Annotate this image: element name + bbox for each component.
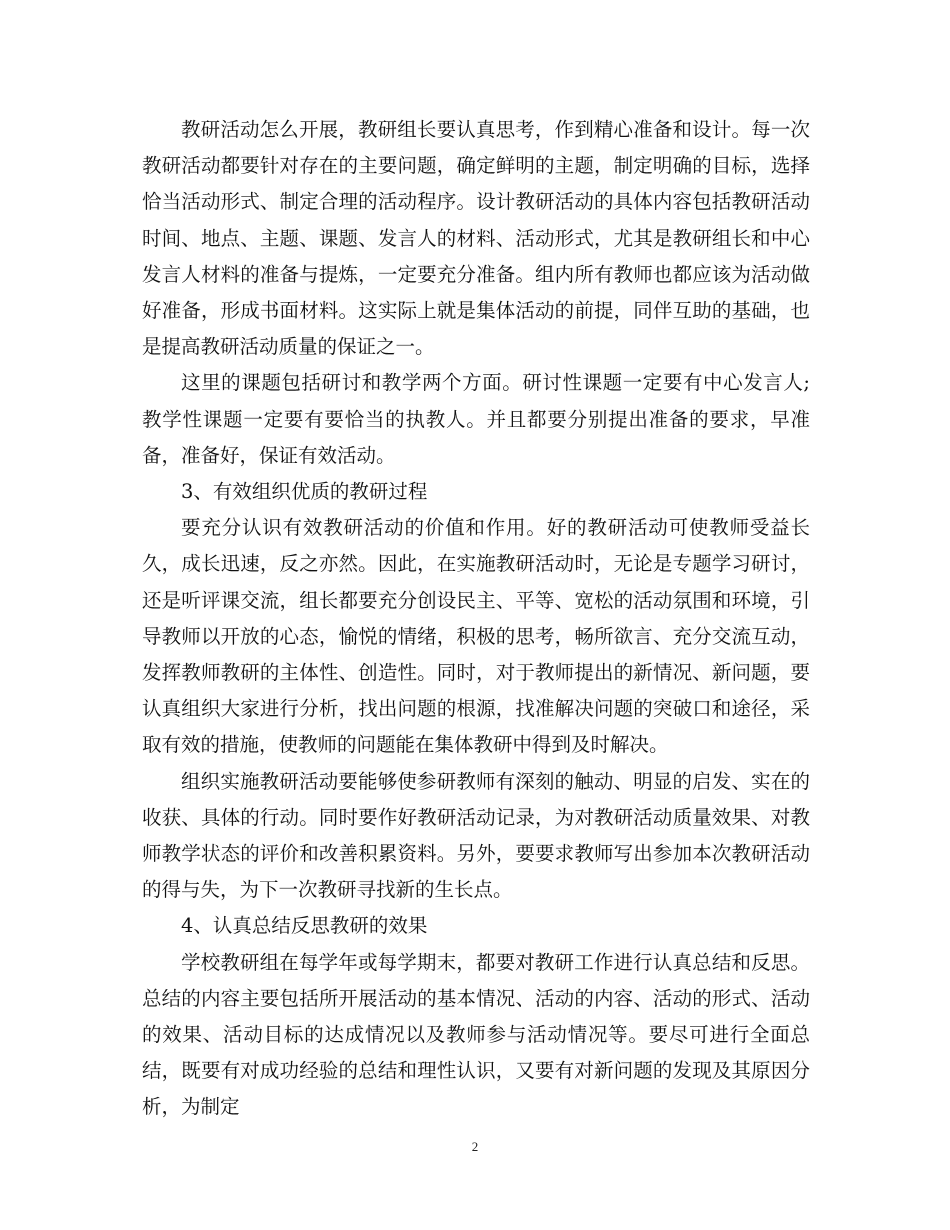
paragraph-4: 组织实施教研活动要能够使参研教师有深刻的触动、明显的启发、实在的收获、具体的行动。同时要作好教研活动记录，为对教研活动质量效果、对教师教学状态的评价和改善积累资料。另外，要要求教师写出参加本次教研活动的得与失，为下一次教研寻找新的生长点。: [142, 769, 810, 902]
paragraph-5: 学校教研组在每学年或每学期末，都要对教研工作进行认真总结和反思。总结的内容主要包括所开展活动的基本情况、活动的内容、活动的形式、活动的效果、活动目标的达成情况以及教师参与活动情况等。要尽可进行全面总结，既要有对成功经验的总结和理性认识，又要有对新问题的发现及其原因分析，为制定: [142, 950, 810, 1119]
document-body: [142, 112, 810, 1126]
section-heading-4: 4、认真总结反思教研的效果: [181, 914, 428, 938]
paragraph-2: 这里的课题包括研讨和教学两个方面。研讨性课题一定要有中心发言人;教学性课题一定要有要恰当的执教人。并且都要分别提出准备的要求，早准备，准备好，保证有效活动。: [142, 371, 810, 467]
page-number: 2: [471, 1139, 479, 1154]
paragraph-1: 教研活动怎么开展，教研组长要认真思考，作到精心准备和设计。每一次教研活动都要针对存在的主要问题，确定鲜明的主题，制定明确的目标，选择恰当活动形式、制定合理的活动程序。设计教研活动的具体内容包括教研活动时间、地点、主题、课题、发言人的材料、活动形式，尤其是教研组长和中心发言人材料的准备与提炼，一定要充分准备。组内所有教师也都应该为活动做好准备，形成书面材料。这实际上就是集体活动的前提，同伴互助的基础，也是提高教研活动质量的保证之一。: [142, 118, 810, 359]
paragraph-3: 要充分认识有效教研活动的价值和作用。好的教研活动可使教师受益长久，成长迅速，反之亦然。因此，在实施教研活动时，无论是专题学习研讨，还是听评课交流，组长都要充分创设民主、平等、宽松的活动氛围和环境，引导教师以开放的心态，愉悦的情绪，积极的思考，畅所欲言、充分交流互动，发挥教师教研的主体性、创造性。同时，对于教师提出的新情况、新问题，要认真组织大家进行分析，找出问题的根源，找准解决问题的突破口和途径，采取有效的措施，使教师的问题能在集体教研中得到及时解决。: [142, 516, 810, 757]
section-heading-3: 3、有效组织优质的教研过程: [181, 480, 428, 504]
